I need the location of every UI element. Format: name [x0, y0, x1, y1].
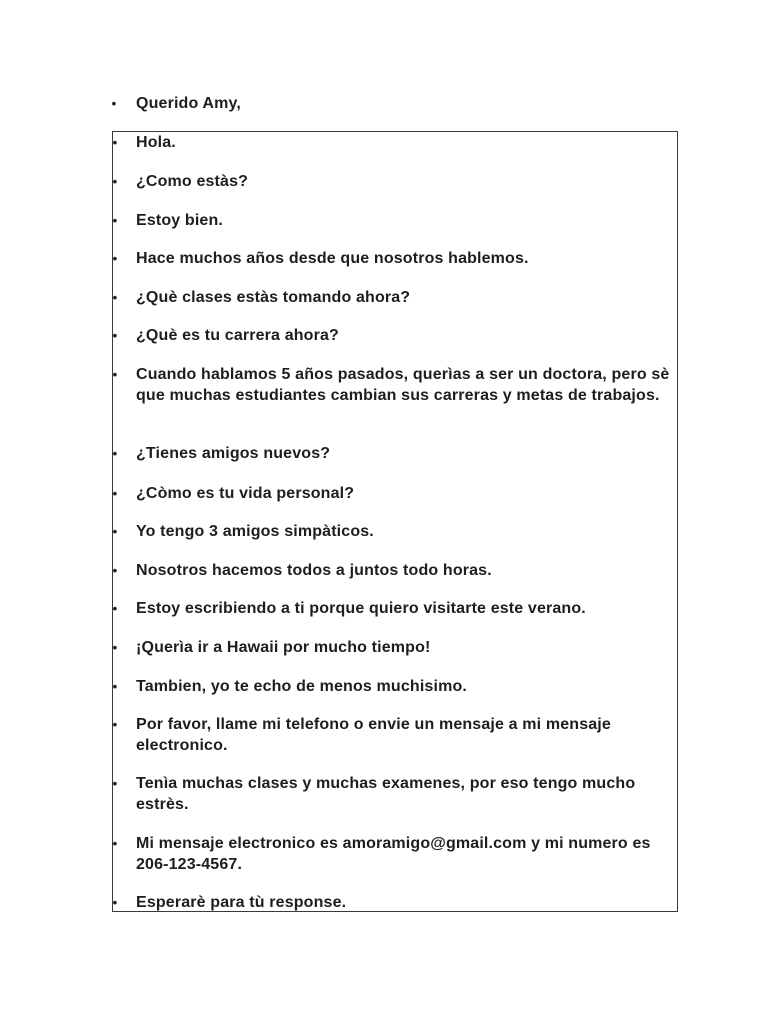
list-item-text: Estoy bien.	[136, 212, 224, 229]
list-item-text: Por favor, llame mi telefono o envie un mensaje a mi mensaje electronico.	[136, 716, 611, 754]
list-item-text: Esperarè para tù response.	[136, 894, 347, 911]
list-item-text: Mi mensaje electronico es amoramigo@gmail.com y mi numero es 206-123-4567.	[136, 835, 651, 873]
list-item-text: ¿Còmo es tu vida personal?	[136, 485, 355, 502]
bullet-icon: •	[112, 563, 118, 578]
list-item-text: ¿Què clases estàs tomando ahora?	[136, 289, 411, 306]
letter-box	[112, 131, 678, 912]
bullet-icon: •	[112, 601, 118, 616]
bullet-icon: •	[112, 717, 118, 732]
bullet-icon: •	[112, 679, 118, 694]
list-item-text: Nosotros hacemos todos a juntos todo horas.	[136, 562, 492, 579]
bullet-icon: •	[111, 96, 117, 111]
greeting-text: Querido Amy,	[136, 95, 241, 112]
list-item-text: Hace muchos años desde que nosotros hablemos.	[136, 250, 529, 267]
bullet-icon: •	[112, 328, 118, 343]
bullet-icon: •	[112, 836, 118, 851]
bullet-icon: •	[112, 213, 118, 228]
bullet-icon: •	[112, 895, 118, 910]
bullet-icon: •	[112, 524, 118, 539]
bullet-icon: •	[112, 135, 118, 150]
bullet-icon: •	[112, 776, 118, 791]
bullet-icon: •	[112, 486, 118, 501]
list-item-text: ¿Què es tu carrera ahora?	[136, 327, 339, 344]
bullet-icon: •	[112, 367, 118, 382]
list-item-text: ¿Como estàs?	[136, 173, 249, 190]
bullet-icon: •	[112, 640, 118, 655]
list-item-text: Hola.	[136, 134, 176, 151]
list-item-text: Tambien, yo te echo de menos muchisimo.	[136, 678, 467, 695]
list-item-text: ¿Tienes amigos nuevos?	[136, 445, 331, 462]
list-item-text: Estoy escribiendo a ti porque quiero visitarte este verano.	[136, 600, 586, 617]
bullet-icon: •	[112, 251, 118, 266]
list-item-text: ¡Querìa ir a Hawaii por mucho tiempo!	[136, 639, 431, 656]
bullet-icon: •	[112, 290, 118, 305]
list-item-text: Yo tengo 3 amigos simpàticos.	[136, 523, 374, 540]
bullet-icon: •	[112, 174, 118, 189]
list-item-text: Cuando hablamos 5 años pasados, querìas a ser un doctora, pero sè que muchas estudiantes cambian sus carreras y metas de trabajos.	[136, 366, 670, 404]
bullet-icon: •	[112, 446, 118, 461]
list-item-text: Tenìa muchas clases y muchas examenes, por eso tengo mucho estrès.	[136, 775, 636, 813]
